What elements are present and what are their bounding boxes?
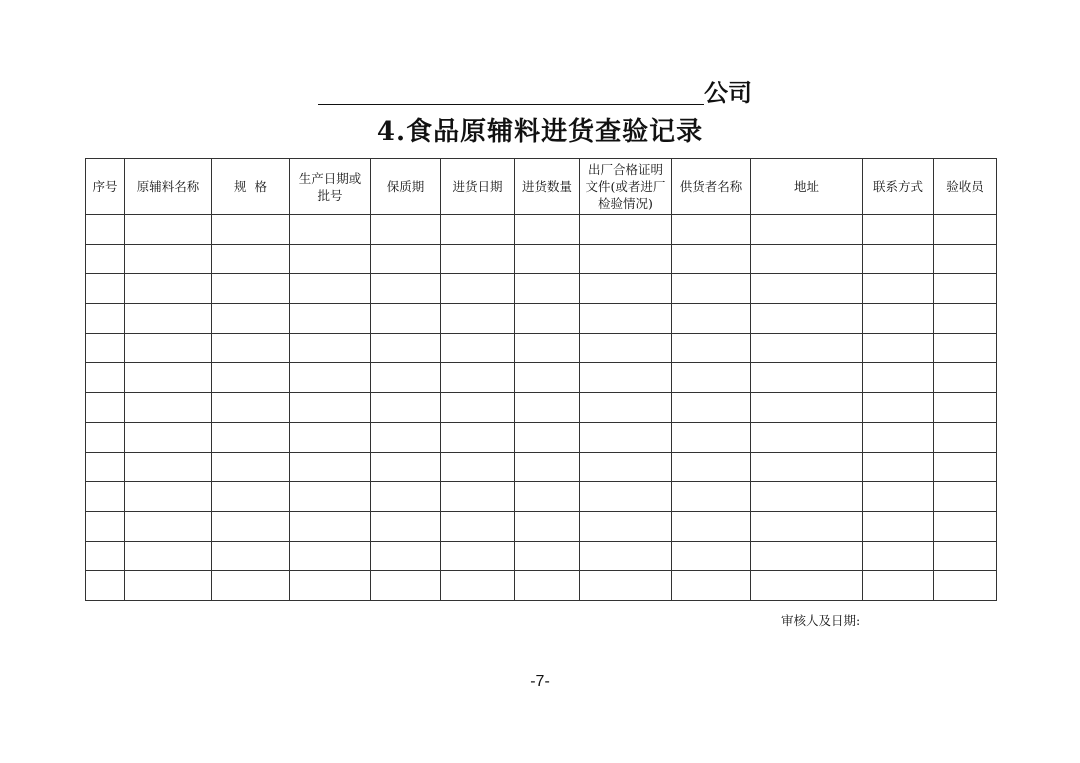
table-cell[interactable] [86, 393, 125, 423]
table-cell[interactable] [212, 304, 290, 334]
table-cell[interactable] [515, 363, 580, 393]
table-cell[interactable] [371, 274, 441, 304]
table-cell[interactable] [86, 215, 125, 245]
table-cell[interactable] [751, 393, 863, 423]
table-cell[interactable] [515, 274, 580, 304]
table-cell[interactable] [934, 393, 997, 423]
table-cell[interactable] [125, 541, 212, 571]
table-cell[interactable] [751, 571, 863, 601]
table-cell[interactable] [290, 482, 371, 512]
table-cell[interactable] [441, 422, 515, 452]
table-cell[interactable] [934, 244, 997, 274]
table-cell[interactable] [371, 482, 441, 512]
table-cell[interactable] [86, 304, 125, 334]
table-cell[interactable] [290, 571, 371, 601]
table-cell[interactable] [441, 511, 515, 541]
table-cell[interactable] [290, 452, 371, 482]
table-cell[interactable] [290, 274, 371, 304]
table-cell[interactable] [934, 363, 997, 393]
table-cell[interactable] [580, 422, 672, 452]
column-header-shelf-life: 保质期 [371, 159, 441, 215]
table-cell[interactable] [751, 333, 863, 363]
table-cell[interactable] [86, 363, 125, 393]
table-cell[interactable] [863, 215, 934, 245]
table-cell[interactable] [672, 215, 751, 245]
table-row [86, 452, 997, 482]
table-cell[interactable] [212, 541, 290, 571]
table-cell[interactable] [290, 541, 371, 571]
table-cell[interactable] [290, 244, 371, 274]
table-cell[interactable] [86, 482, 125, 512]
table-cell[interactable] [580, 571, 672, 601]
column-header-address: 地址 [751, 159, 863, 215]
table-cell[interactable] [371, 244, 441, 274]
table-cell[interactable] [515, 571, 580, 601]
table-cell[interactable] [672, 541, 751, 571]
table-cell[interactable] [125, 422, 212, 452]
table-cell[interactable] [515, 541, 580, 571]
table-cell[interactable] [934, 571, 997, 601]
table-cell[interactable] [672, 571, 751, 601]
company-suffix: 公司 [704, 78, 752, 107]
table-cell[interactable] [751, 244, 863, 274]
table-cell[interactable] [863, 511, 934, 541]
table-row [86, 244, 997, 274]
table-cell[interactable] [290, 422, 371, 452]
table-cell[interactable] [212, 215, 290, 245]
table-cell[interactable] [441, 304, 515, 334]
table-cell[interactable] [212, 363, 290, 393]
table-cell[interactable] [751, 511, 863, 541]
table-cell[interactable] [290, 304, 371, 334]
table-cell[interactable] [125, 511, 212, 541]
table-cell[interactable] [580, 541, 672, 571]
table-cell[interactable] [212, 571, 290, 601]
table-cell[interactable] [212, 482, 290, 512]
table-cell[interactable] [751, 482, 863, 512]
table-cell[interactable] [515, 333, 580, 363]
table-cell[interactable] [580, 511, 672, 541]
table-cell[interactable] [751, 452, 863, 482]
table-cell[interactable] [934, 482, 997, 512]
column-header-serial: 序号 [86, 159, 125, 215]
table-cell[interactable] [580, 393, 672, 423]
table-row [86, 511, 997, 541]
table-cell[interactable] [371, 363, 441, 393]
table-cell[interactable] [371, 511, 441, 541]
table-cell[interactable] [672, 422, 751, 452]
table-row [86, 393, 997, 423]
table-cell[interactable] [863, 244, 934, 274]
table-cell[interactable] [441, 215, 515, 245]
table-cell[interactable] [212, 244, 290, 274]
table-cell[interactable] [212, 274, 290, 304]
table-row [86, 363, 997, 393]
table-cell[interactable] [580, 452, 672, 482]
table-cell[interactable] [580, 244, 672, 274]
table-row [86, 215, 997, 245]
table-row [86, 571, 997, 601]
column-header-quantity: 进货数量 [515, 159, 580, 215]
company-name-line [318, 78, 758, 108]
table-cell[interactable] [290, 393, 371, 423]
table-cell[interactable] [515, 482, 580, 512]
table-cell[interactable] [86, 422, 125, 452]
table-cell[interactable] [290, 363, 371, 393]
table-cell[interactable] [86, 244, 125, 274]
table-cell[interactable] [125, 274, 212, 304]
table-cell[interactable] [580, 304, 672, 334]
table-cell[interactable] [86, 571, 125, 601]
table-cell[interactable] [515, 422, 580, 452]
table-cell[interactable] [934, 422, 997, 452]
auditor-date-label: 审核人及日期: [781, 613, 861, 628]
table-cell[interactable] [934, 333, 997, 363]
column-header-supplier-name: 供货者名称 [672, 159, 751, 215]
table-row [86, 541, 997, 571]
table-cell[interactable] [672, 304, 751, 334]
table-cell[interactable] [515, 393, 580, 423]
table-cell[interactable] [125, 452, 212, 482]
table-cell[interactable] [125, 244, 212, 274]
table-cell[interactable] [515, 304, 580, 334]
table-cell[interactable] [934, 274, 997, 304]
column-header-contact: 联系方式 [863, 159, 934, 215]
table-cell[interactable] [863, 333, 934, 363]
table-cell[interactable] [672, 363, 751, 393]
column-header-certificate: 出厂合格证明文件(或者进厂检验情况) [580, 159, 672, 215]
table-cell[interactable] [672, 482, 751, 512]
table-cell[interactable] [441, 244, 515, 274]
table-cell[interactable] [934, 541, 997, 571]
column-header-specification: 规 格 [212, 159, 290, 215]
column-header-material-name: 原辅料名称 [125, 159, 212, 215]
table-cell[interactable] [751, 274, 863, 304]
table-cell[interactable] [441, 333, 515, 363]
table-cell[interactable] [751, 541, 863, 571]
table-cell[interactable] [441, 482, 515, 512]
table-header-row [86, 159, 997, 215]
table-cell[interactable] [212, 393, 290, 423]
table-cell[interactable] [672, 511, 751, 541]
table-cell[interactable] [672, 333, 751, 363]
table-cell[interactable] [441, 541, 515, 571]
table-cell[interactable] [125, 333, 212, 363]
table-cell[interactable] [863, 363, 934, 393]
table-cell[interactable] [441, 571, 515, 601]
table-cell[interactable] [86, 274, 125, 304]
table-cell[interactable] [125, 571, 212, 601]
table-cell[interactable] [751, 304, 863, 334]
table-cell[interactable] [371, 304, 441, 334]
table-cell[interactable] [212, 511, 290, 541]
table-cell[interactable] [515, 452, 580, 482]
table-cell[interactable] [441, 393, 515, 423]
table-cell[interactable] [290, 333, 371, 363]
column-header-inspector: 验收员 [934, 159, 997, 215]
table-cell[interactable] [86, 511, 125, 541]
table-cell[interactable] [290, 511, 371, 541]
table-row [86, 482, 997, 512]
table-cell[interactable] [934, 452, 997, 482]
table-cell[interactable] [863, 422, 934, 452]
table-cell[interactable] [580, 482, 672, 512]
table-cell[interactable] [125, 215, 212, 245]
table-cell[interactable] [934, 511, 997, 541]
table-cell[interactable] [371, 541, 441, 571]
table-cell[interactable] [580, 215, 672, 245]
table-cell[interactable] [371, 333, 441, 363]
table-cell[interactable] [125, 393, 212, 423]
table-cell[interactable] [863, 482, 934, 512]
table-cell[interactable] [751, 422, 863, 452]
inspection-record-table [85, 158, 997, 601]
table-cell[interactable] [672, 393, 751, 423]
table-cell[interactable] [212, 422, 290, 452]
column-header-production-date: 生产日期或批号 [290, 159, 371, 215]
table-row [86, 422, 997, 452]
table-cell[interactable] [672, 274, 751, 304]
table-cell[interactable] [125, 304, 212, 334]
column-header-purchase-date: 进货日期 [441, 159, 515, 215]
table-cell[interactable] [751, 363, 863, 393]
table-cell[interactable] [125, 482, 212, 512]
page-number: -7- [530, 673, 550, 690]
table-cell[interactable] [371, 393, 441, 423]
table-cell[interactable] [441, 452, 515, 482]
table-cell[interactable] [86, 541, 125, 571]
table-row [86, 274, 997, 304]
table-cell[interactable] [672, 244, 751, 274]
table-body [86, 215, 997, 601]
table-cell[interactable] [371, 571, 441, 601]
table-cell[interactable] [934, 215, 997, 245]
table-cell[interactable] [86, 452, 125, 482]
table-row [86, 333, 997, 363]
table-cell[interactable] [751, 215, 863, 245]
table-cell[interactable] [441, 274, 515, 304]
table-cell[interactable] [580, 333, 672, 363]
table-cell[interactable] [515, 215, 580, 245]
table-cell[interactable] [212, 452, 290, 482]
table-cell[interactable] [371, 215, 441, 245]
table-cell[interactable] [863, 393, 934, 423]
company-name-blank [318, 104, 704, 105]
table-cell[interactable] [580, 363, 672, 393]
table-cell[interactable] [863, 452, 934, 482]
table-cell[interactable] [863, 571, 934, 601]
table-cell[interactable] [212, 333, 290, 363]
table-cell[interactable] [580, 274, 672, 304]
table-cell[interactable] [515, 244, 580, 274]
table-cell[interactable] [863, 304, 934, 334]
table-cell[interactable] [125, 363, 212, 393]
table-cell[interactable] [86, 333, 125, 363]
table-cell[interactable] [863, 541, 934, 571]
table-cell[interactable] [290, 215, 371, 245]
table-cell[interactable] [441, 363, 515, 393]
table-cell[interactable] [371, 452, 441, 482]
table-cell[interactable] [672, 452, 751, 482]
table-cell[interactable] [515, 511, 580, 541]
table-cell[interactable] [863, 274, 934, 304]
table-row [86, 304, 997, 334]
table-cell[interactable] [371, 422, 441, 452]
document-title: 4.食品原辅料进货查验记录 [376, 117, 704, 147]
table-cell[interactable] [934, 304, 997, 334]
